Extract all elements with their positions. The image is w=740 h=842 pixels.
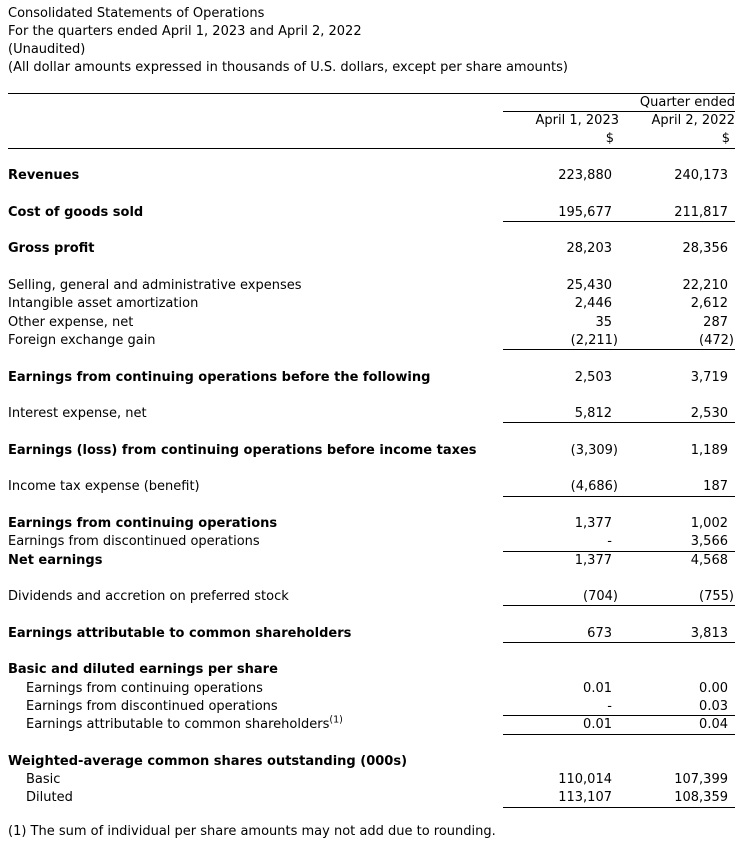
- row-values: [503, 533, 735, 551]
- spacer-row: [8, 497, 735, 515]
- spacer-row: [8, 643, 735, 661]
- value-cell: 2,503: [574, 369, 612, 385]
- value-cell: 0.00: [699, 680, 728, 696]
- row-label: Gross profit: [8, 241, 95, 257]
- value-cell: 25,430: [566, 278, 612, 294]
- spacer-row: [8, 186, 735, 204]
- value-cell: (755): [699, 589, 734, 605]
- row-values: [503, 204, 735, 222]
- row-values: [503, 167, 735, 185]
- row-values: [503, 405, 735, 423]
- row-values: [503, 680, 735, 698]
- quarter-ended-label: Quarter ended: [503, 94, 735, 112]
- table-header: [8, 94, 735, 149]
- value-cell: (4,686): [570, 479, 618, 495]
- statement-row: [8, 167, 735, 185]
- row-label: Dividends and accretion on preferred stock: [8, 589, 289, 605]
- value-cell: (2,211): [570, 332, 618, 348]
- row-label: Net earnings: [8, 552, 103, 568]
- row-values: [503, 698, 735, 716]
- row-label: Earnings attributable to common shareholders$^{(1)}$: [26, 714, 343, 733]
- row-label: Basic and diluted earnings per share: [8, 662, 278, 678]
- value-cell: 107,399: [674, 772, 728, 788]
- statement-rows: [8, 149, 735, 808]
- statement-table: [8, 93, 735, 808]
- value-cell: 0.01: [583, 680, 612, 696]
- row-values: [503, 771, 735, 789]
- row-values: [503, 295, 735, 313]
- value-cell: 2,530: [690, 406, 728, 422]
- value-cell: [503, 661, 619, 679]
- statement-title: Consolidated Statements of Operations: [8, 6, 265, 21]
- spacer-row: [8, 259, 735, 277]
- statement-row: [8, 295, 735, 313]
- row-label: Interest expense, net: [8, 406, 147, 422]
- row-label: Basic: [26, 772, 61, 788]
- value-cell: 4,568: [690, 552, 728, 568]
- row-label: Earnings attributable to common shareholders: [8, 625, 352, 641]
- currency-symbol-prior: $: [721, 131, 730, 146]
- row-values: [503, 369, 735, 387]
- row-values: [503, 753, 735, 771]
- statement-row: [8, 369, 735, 387]
- row-label: Earnings from discontinued operations: [8, 534, 260, 550]
- value-cell: 1,377: [574, 515, 612, 531]
- row-label: Income tax expense (benefit): [8, 479, 200, 495]
- row-label: Intangible asset amortization: [8, 296, 199, 312]
- column-dates: [503, 112, 735, 130]
- currency-row: [8, 130, 735, 148]
- value-cell: (3,309): [570, 442, 618, 458]
- statement-row: [8, 515, 735, 533]
- statement-row: [8, 698, 735, 716]
- row-values: [503, 789, 735, 807]
- row-label: Diluted: [26, 790, 73, 806]
- row-label: Other expense, net: [8, 314, 134, 330]
- value-cell: 240,173: [674, 168, 728, 184]
- statement-row: [8, 442, 735, 460]
- row-values: [503, 442, 735, 460]
- spacer-row: [8, 606, 735, 624]
- statement-row: [8, 478, 735, 496]
- value-cell: 187: [703, 479, 728, 495]
- value-cell: 5,812: [574, 406, 612, 422]
- value-cell: (704): [583, 589, 618, 605]
- column-dates-row: [8, 112, 735, 130]
- spacer-row: [8, 735, 735, 753]
- column-header-prior-quarter: April 2, 2022: [651, 113, 735, 128]
- value-cell: [619, 661, 735, 679]
- row-label: Weighted-average common shares outstanding (000s): [8, 753, 408, 769]
- spacer-row: [8, 570, 735, 588]
- value-cell: 1,189: [690, 442, 728, 458]
- value-cell: -: [607, 534, 612, 550]
- unaudited-line: (Unaudited): [8, 42, 86, 57]
- row-values: [503, 314, 735, 332]
- value-cell: 35: [595, 314, 612, 330]
- footnote-ref: (1): [329, 714, 343, 726]
- row-values: [503, 332, 735, 350]
- statement-row: [8, 552, 735, 570]
- currency-symbol-current: $: [605, 131, 614, 146]
- value-cell: 1,002: [690, 515, 728, 531]
- row-label: Selling, general and administrative expenses: [8, 278, 302, 294]
- row-values: [503, 588, 735, 606]
- row-label: Revenues: [8, 168, 80, 184]
- value-cell: 223,880: [558, 168, 612, 184]
- spacer-row: [8, 460, 735, 478]
- statement-row: [8, 661, 735, 679]
- row-values: [503, 625, 735, 643]
- statement-row: [8, 680, 735, 698]
- value-cell: 28,356: [682, 241, 728, 257]
- statement-row: [8, 533, 735, 551]
- row-values: [503, 277, 735, 295]
- row-label: Foreign exchange gain: [8, 332, 156, 348]
- row-values: [503, 478, 735, 496]
- value-cell: 113,107: [558, 790, 612, 806]
- value-cell: 108,359: [674, 790, 728, 806]
- value-cell: 195,677: [558, 204, 612, 220]
- spacer-row: [8, 423, 735, 441]
- footnote: (1) The sum of individual per share amounts may not add due to rounding.: [8, 823, 496, 839]
- statement-row: [8, 753, 735, 771]
- value-cell: 110,014: [558, 772, 612, 788]
- value-cell: (472): [699, 332, 734, 348]
- document-header: [8, 5, 740, 77]
- row-values: [503, 240, 735, 258]
- value-cell: 673: [587, 625, 612, 641]
- value-cell: 3,719: [690, 369, 728, 385]
- header-label-spacer: [8, 94, 503, 112]
- quarter-ended-row: [8, 94, 735, 112]
- value-cell: [619, 753, 735, 771]
- value-cell: 2,446: [574, 296, 612, 312]
- value-cell: 0.01: [583, 717, 612, 733]
- statement-row: [8, 314, 735, 332]
- row-values: [503, 515, 735, 533]
- row-label: Cost of goods sold: [8, 204, 144, 220]
- value-cell: 22,210: [682, 278, 728, 294]
- spacer-row: [8, 350, 735, 368]
- value-cell: 3,813: [690, 625, 728, 641]
- row-values: [503, 552, 735, 570]
- header-label-spacer: [8, 112, 503, 130]
- value-cell: 287: [703, 314, 728, 330]
- row-label: Earnings from continuing operations before the following: [8, 369, 431, 385]
- row-label: Earnings from continuing operations: [26, 680, 263, 696]
- value-cell: 0.04: [699, 717, 728, 733]
- header-label-spacer: [8, 130, 503, 148]
- statement-row: [8, 588, 735, 606]
- statement-row: [8, 771, 735, 789]
- currency-symbols: [503, 130, 735, 148]
- row-label: Earnings (loss) from continuing operations before income taxes: [8, 442, 477, 458]
- row-values: [503, 716, 735, 734]
- value-cell: 211,817: [674, 204, 728, 220]
- period-line: For the quarters ended April 1, 2023 and April 2, 2022: [8, 24, 362, 39]
- value-cell: 2,612: [690, 296, 728, 312]
- value-cell: 3,566: [690, 534, 728, 550]
- statement-row: [8, 789, 735, 807]
- statement-row: [8, 716, 735, 734]
- statement-row: [8, 204, 735, 222]
- row-label: Earnings from discontinued operations: [26, 698, 278, 714]
- column-header-current-quarter: April 1, 2023: [535, 113, 619, 128]
- statement-row: [8, 277, 735, 295]
- value-cell: 1,377: [574, 552, 612, 568]
- row-label: Earnings from continuing operations: [8, 515, 278, 531]
- statement-row: [8, 625, 735, 643]
- statement-row: [8, 405, 735, 423]
- value-cell: 28,203: [566, 241, 612, 257]
- value-cell: [503, 753, 619, 771]
- value-cell: -: [607, 698, 612, 714]
- row-values: [503, 661, 735, 679]
- units-line: (All dollar amounts expressed in thousands of U.S. dollars, except per share amounts): [8, 60, 568, 75]
- spacer-row: [8, 149, 735, 167]
- statement-row: [8, 332, 735, 350]
- statement-row: [8, 240, 735, 258]
- spacer-row: [8, 222, 735, 240]
- value-cell: 0.03: [699, 698, 728, 714]
- spacer-row: [8, 387, 735, 405]
